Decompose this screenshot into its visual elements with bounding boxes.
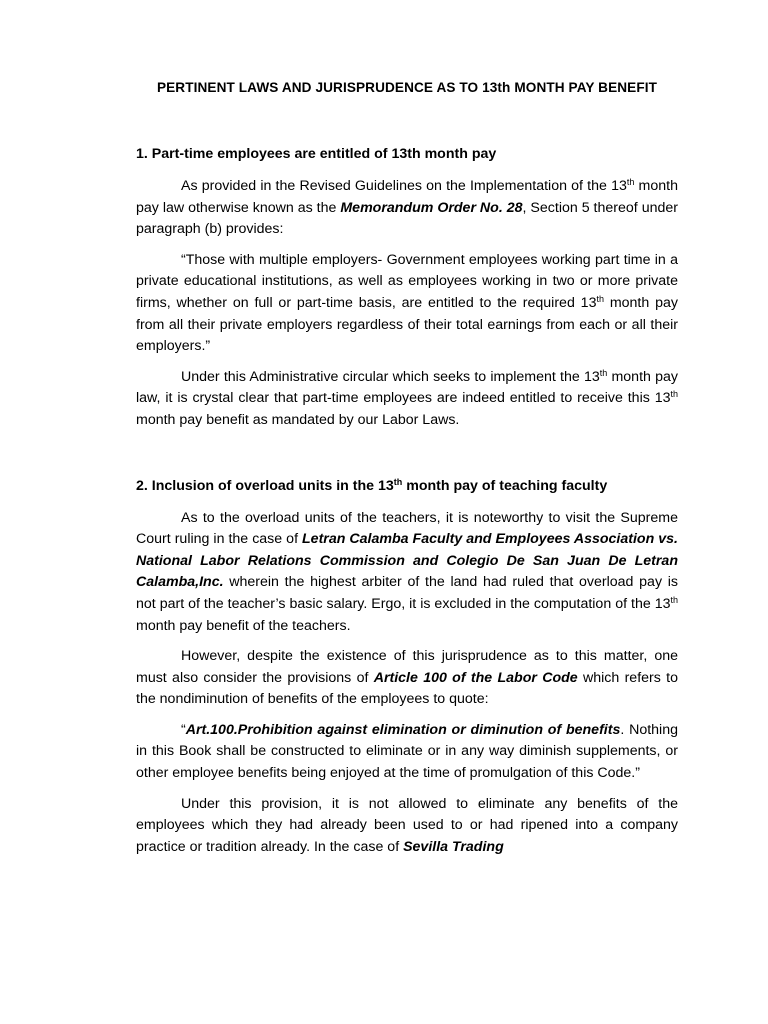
section-1-quote: “Those with multiple employers- Government employees working part time in a private educational institutions, as well as employees working in two or more private firms, whether on full or part-time basis, are entitled to the required 13th month pay from all their private employers regardless of their total earnings from each or all their employers.” [136, 251, 678, 355]
section-2-paragraph-4: Under this provision, it is not allowed to eliminate any benefits of the employees which they had already been used to or had ripened into a company practice or tradition already. In the case of Sevilla Trading [136, 795, 678, 855]
section-2-paragraph-1: As to the overload units of the teachers, it is noteworthy to visit the Supreme Court ruling in the case of Letran Calamba Faculty and Employees Association vs. National Labor Relations Commission and Colegio De San Juan De Letran Calamba,Inc. wherein the highest arbiter of the land had ruled that overload pay is not part of the teacher’s basic salary. Ergo, it is excluded in the computation of the 13th month pay benefit of the teachers. [136, 509, 678, 634]
section-1-heading: 1. Part-time employees are entitled of 13th month pay [136, 146, 497, 162]
section-2-heading: 2. Inclusion of overload units in the 13th month pay of teaching faculty [136, 476, 608, 494]
document-body [136, 78, 678, 867]
section-1-paragraph-1: As provided in the Revised Guidelines on the Implementation of the 13th month pay law otherwise known as the Memorandum Order No. 28, Section 5 thereof under paragraph (b) provides: [136, 177, 678, 238]
section-1-paragraph-3: Under this Administrative circular which seeks to implement the 13th month pay law, it is crystal clear that part-time employees are indeed entitled to receive this 13th month pay benefit as mandated by our Labor Laws. [136, 367, 678, 428]
document-title: PERTINENT LAWS AND JURISPRUDENCE AS TO 13th MONTH PAY BENEFIT [156, 80, 658, 95]
section-2-paragraph-2: However, despite the existence of this jurisprudence as to this matter, one must also consider the provisions of Article 100 of the Labor Code which refers to the nondiminution of benefits of the employees to quote: [136, 648, 678, 708]
section-2-quote: “Art.100.Prohibition against elimination or diminution of benefits. Nothing in this Book shall be constructed to eliminate or in any way diminish supplements, or other employee benefits being enjoyed at the time of promulgation of this Code.” [136, 721, 678, 782]
